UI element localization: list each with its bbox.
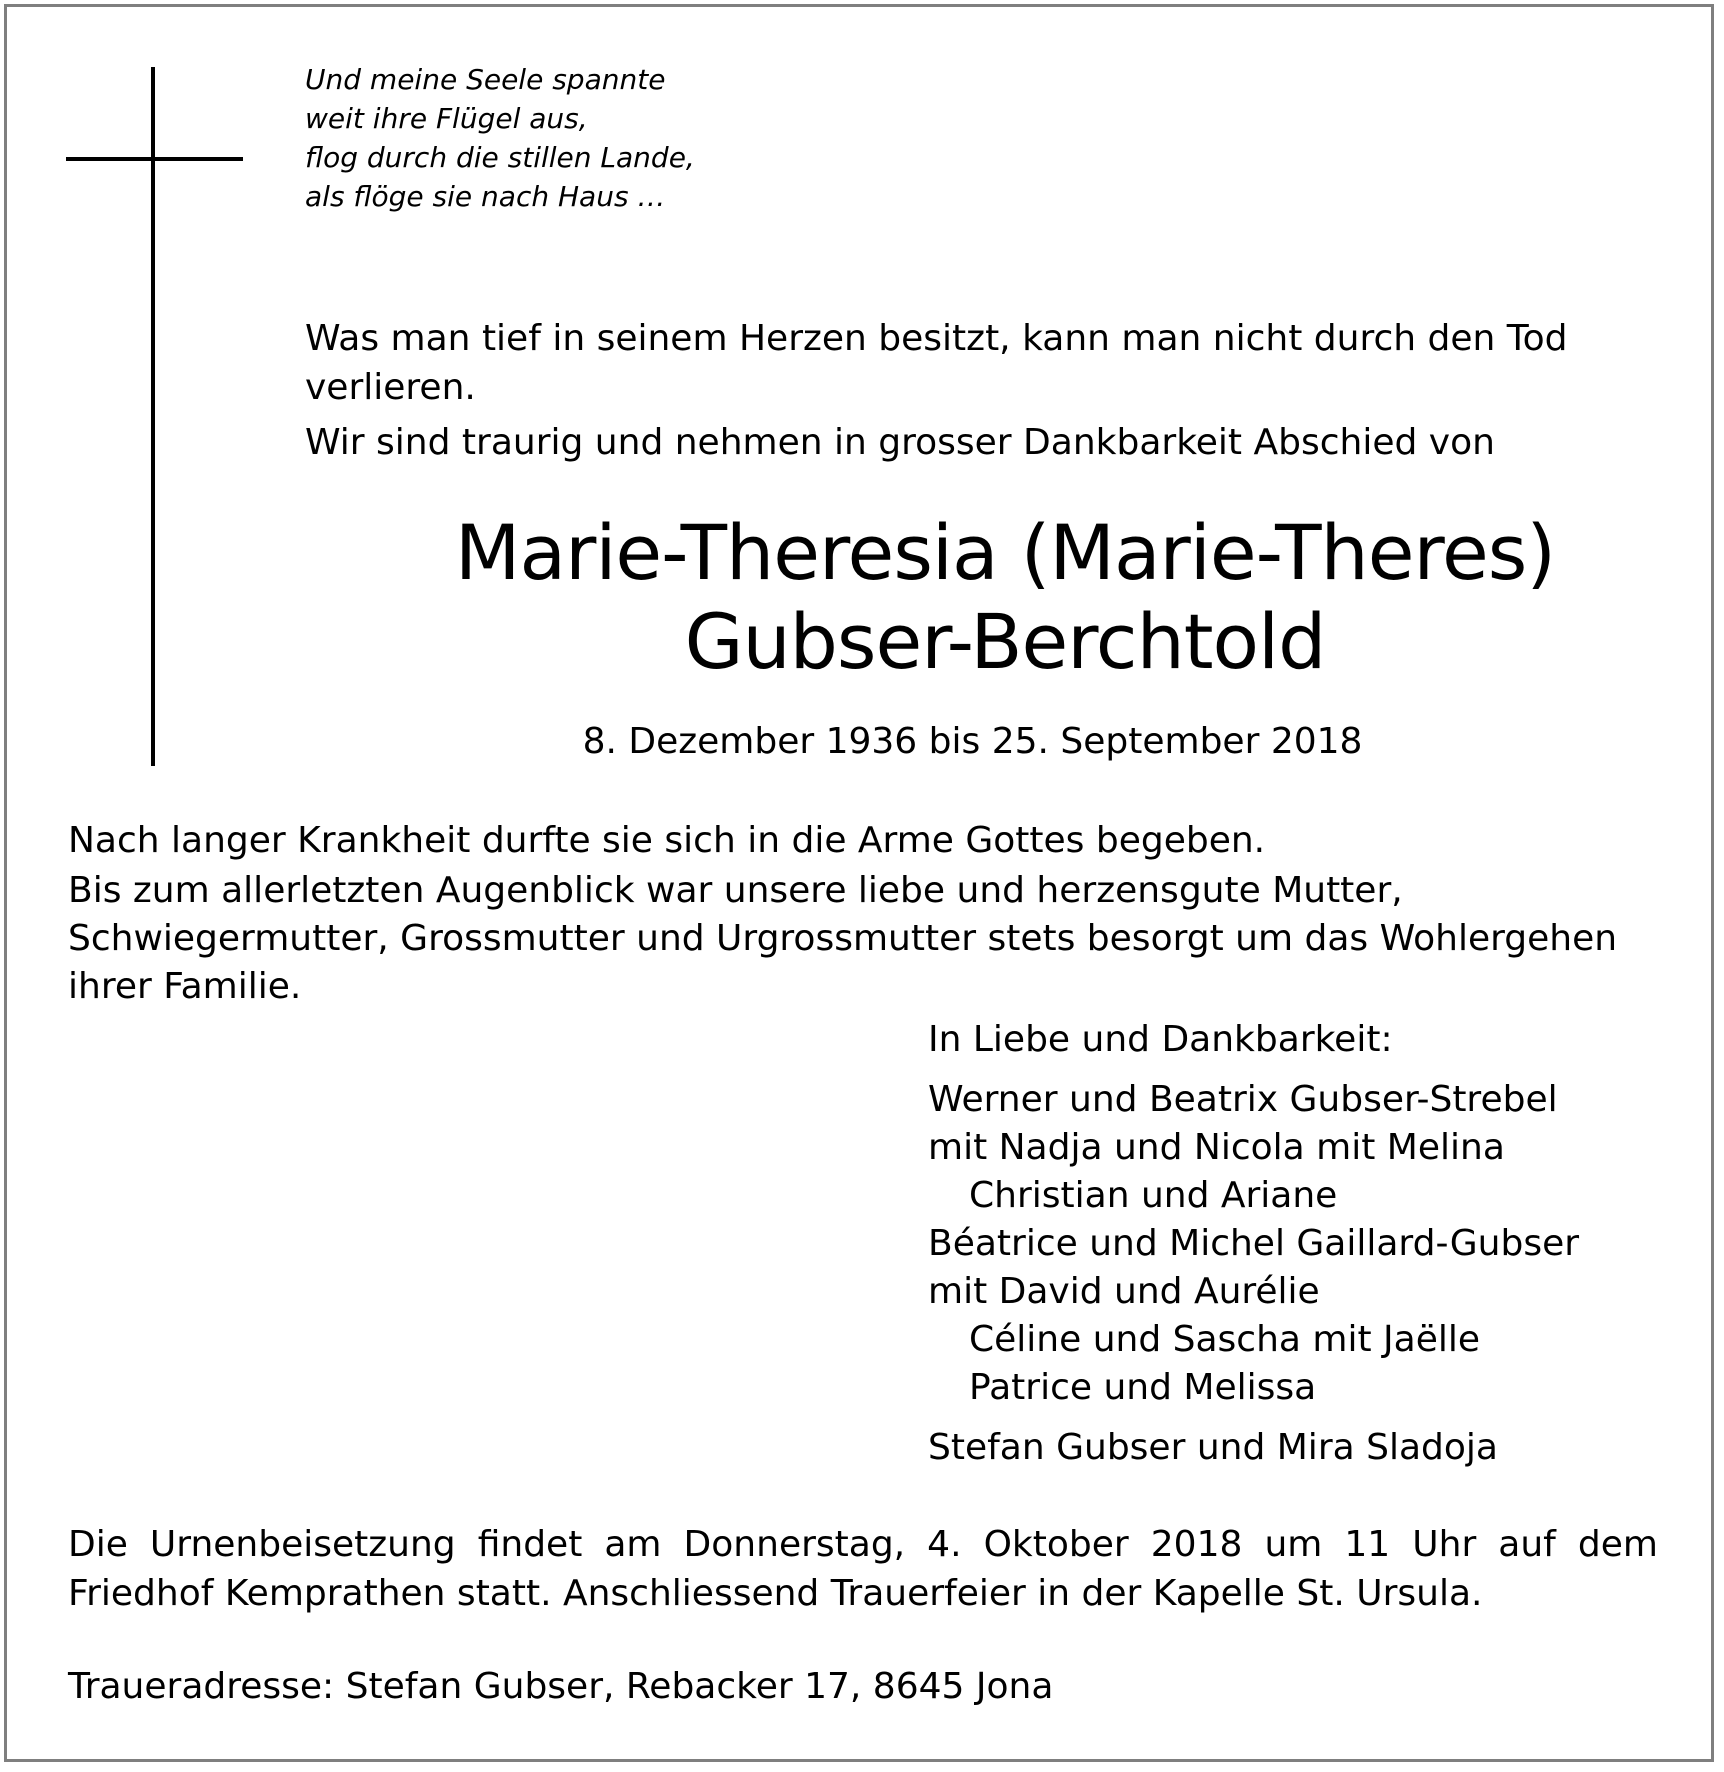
body-text xyxy=(68,817,1668,1011)
poem: Und meine Seele spannte weit ihre Flügel aus, flog durch die stillen Lande, als flöge sie nach Haus … xyxy=(305,63,695,213)
mourner-line: Christian und Ariane xyxy=(969,1175,1338,1216)
mourners-list xyxy=(928,1016,1688,1472)
deceased-name-line-1: Marie-Theresia (Marie-Theres) xyxy=(454,508,1556,597)
mourner-line: Céline und Sascha mit Jaëlle xyxy=(969,1319,1481,1360)
intro-line-1: Was man tief in seinem Herzen besitzt, kann man nicht durch den Tod verlieren. xyxy=(305,318,1568,408)
funeral-notice: Die Urnenbeisetzung findet am Donnerstag, 4. Oktober 2018 um 11 Uhr auf dem Friedhof Kemprathen statt. Anschliessend Trauerfeier in der Kapelle St. Ursula. xyxy=(68,1524,1658,1614)
cross-vertical-beam xyxy=(151,67,155,766)
deceased-name xyxy=(305,508,1705,686)
mourner-line: Stefan Gubser und Mira Sladoja xyxy=(928,1427,1498,1468)
mourner-line: Béatrice und Michel Gaillard-Gubser xyxy=(928,1223,1580,1264)
cross-horizontal-beam xyxy=(66,157,243,161)
mourner-line: Patrice und Melissa xyxy=(969,1367,1317,1408)
intro-text xyxy=(305,314,1615,467)
intro-line-2: Wir sind traurig und nehmen in grosser Dankbarkeit Abschied von xyxy=(305,422,1495,463)
body-paragraph-2: Bis zum allerletzten Augenblick war unsere liebe und herzensgute Mutter, Schwiegermutter, Grossmutter und Urgrossmutter stets besorgt um das Wohlergehen ihrer Familie. xyxy=(68,870,1618,1007)
mourner-line: Werner und Beatrix Gubser-Strebel xyxy=(928,1079,1558,1120)
mourner-line: mit David und Aurélie xyxy=(928,1271,1320,1312)
mourner-line: mit Nadja und Nicola mit Melina xyxy=(928,1127,1505,1168)
deceased-name-line-2: Gubser-Berchtold xyxy=(684,597,1326,686)
mourning-address: Traueradresse: Stefan Gubser, Rebacker 17, 8645 Jona xyxy=(68,1666,1054,1707)
life-dates: 8. Dezember 1936 bis 25. September 2018 xyxy=(582,721,1363,762)
mourners-heading: In Liebe und Dankbarkeit: xyxy=(928,1019,1393,1060)
body-paragraph-1: Nach langer Krankheit durfte sie sich in die Arme Gottes begeben. xyxy=(68,820,1266,861)
